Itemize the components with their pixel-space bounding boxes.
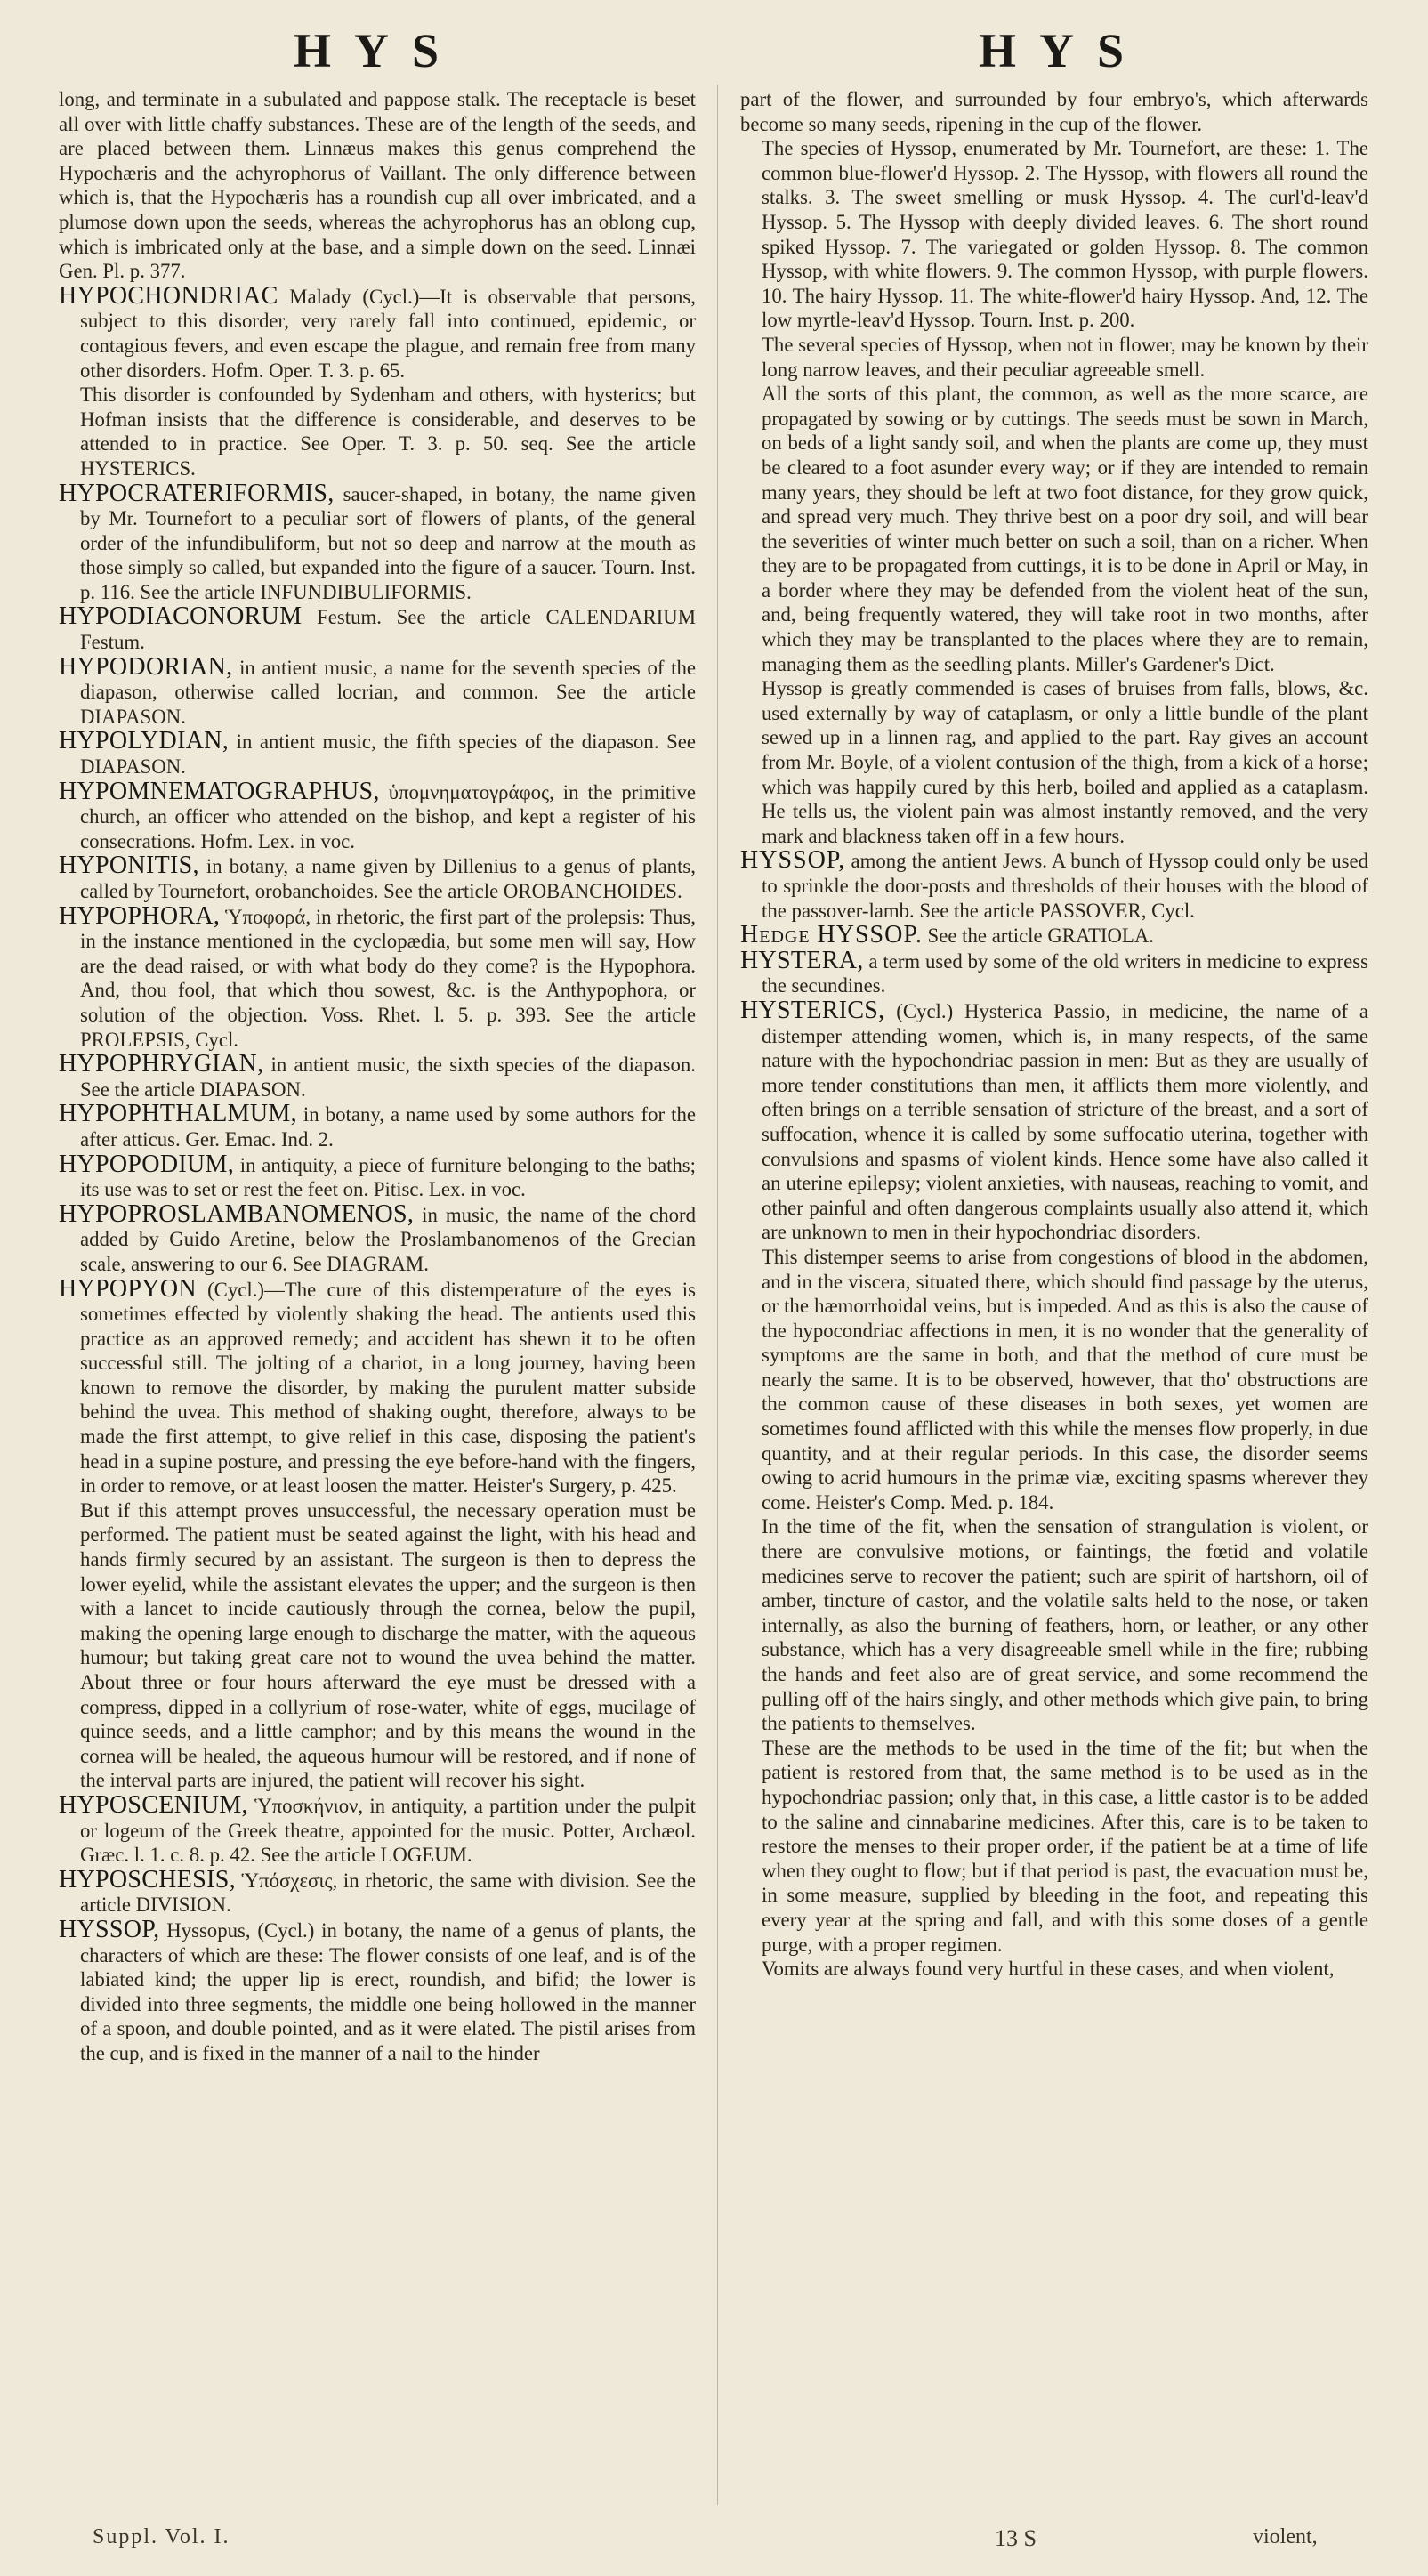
dictionary-entry — [740, 923, 1368, 949]
entry-headword: Hedge HYSSOP. — [740, 921, 923, 949]
left-column — [59, 87, 696, 2504]
dictionary-entry — [59, 729, 696, 779]
entry-text: This disorder is confounded by Sydenham and others, with hysterics; but Hofman insists that the difference is considerable, and deserves to be attended to in practice. See Oper. T. 3. p. 50. seq. See the article HYSTERICS. — [80, 384, 696, 480]
paragraph — [740, 382, 1368, 676]
entry-text: in antiquity, a piece of furniture belonging to the baths; its use was to set or rest the feet on. Pitisc. Lex. in voc. — [80, 1153, 696, 1201]
entry-text: in antient music, the sixth species of the diapason. See the article DIAPASON. — [80, 1054, 696, 1101]
entry-text: Ὑπόσχεσις, in rhetoric, the same with division. See the article DIVISION. — [80, 1869, 696, 1917]
footer-signature: 13 S — [995, 2525, 1037, 2551]
dictionary-entry — [740, 848, 1368, 923]
paragraph — [740, 1245, 1368, 1515]
dictionary-entry — [59, 604, 696, 654]
entry-headword: HYSTERICS, — [740, 996, 885, 1024]
entry-text: These are the methods to be used in the time of the fit; but when the patient is restored from that, the same method is to be used as in the hypochondriac passion; only that, in this case, a little castor is to be added to the saline and cinnabarine medicines. After this, care is to be taken to restore the menses to their proper order, if the patient be at a time of life when they ought to flow; but if that period is past, the evacuation must be, in some measure, supplied by bleeding in the foot, and repeating this every year at the spring and fall, and with this some doses of a gentle purge, with a proper regimen. — [762, 1736, 1368, 1956]
dictionary-entry — [59, 779, 696, 854]
footer-catchword: violent, — [1253, 2525, 1318, 2548]
paragraph — [59, 1498, 696, 1793]
dictionary-entry — [59, 281, 696, 383]
entry-text: But if this attempt proves unsuccessful, the necessary operation must be performed. The patient must be seated against the light, with his head and hands firmly secured by an assistant. The surgeon is then to depress the lower eyelid, while the assistant elevates the upper; and the surgeon is then with a lancet to incide cautiously through the cornea, below the pupil, making the opening large enough to discharge the matter, with the aqueous humour; but taking great care not to wound the uvea behind the matter. About three or four hours afterward the eye must be dressed with a compress, dipped in a collyrium of rose-water, white of eggs, mucilage of quince seeds, and a little camphor; and by this means the wound in the cornea will be healed, the aqueous humour will be restored, and if none of the interval parts are injured, the patient will recover his sight. — [80, 1498, 696, 1792]
dictionary-entry — [59, 1915, 696, 2066]
entry-headword: HYPOPROSLAMBANOMENOS, — [59, 1199, 415, 1228]
dictionary-entry — [59, 1152, 696, 1202]
paragraph — [740, 87, 1368, 136]
paragraph — [740, 1514, 1368, 1735]
entry-text: Ὑποφορά, in rhetoric, the first part of the prolepsis: Thus, in the instance mentioned in the cyclopædia, but some men will say, How are the dead raised, or with what body do they come? is the Hypophora. And, thou fool, that which thou sowest, &c. is the Anthypophora, or solution of the objection. Voss. Rhet. l. 5. p. 393. See the article PROLEPSIS, Cycl. — [80, 905, 696, 1051]
entry-text: The several species of Hyssop, when not in flower, may be known by their long narrow leaves, and their peculiar agreeable smell. — [762, 333, 1368, 381]
paragraph — [59, 87, 696, 284]
entry-headword: HYPOPODIUM, — [59, 1150, 234, 1178]
entry-headword: HYPOPHORA, — [59, 901, 221, 930]
paragraph — [740, 676, 1368, 848]
entry-text: in botany, a name used by some authors for the after atticus. Ger. Emac. Ind. 2. — [80, 1103, 696, 1151]
entry-text: All the sorts of this plant, the common, as well as the more scarce, are propagated by sowing or by cuttings. The seeds must be sown in March, on beds of a light sandy soil, and when the plants are come up, they must be cleared to a foot asunder every way; or if they are intended to remain many years, they should be left at two foot distance, for they grow quick, and spread very much. They thrive best on a poor dry soil, and will bear the severities of winter much better on such a soil, than on a richer. When they are to be propagated from cuttings, it is to be done in April or May, in a border where they may be defended from the violent heat of the sun, and, being frequently watered, they will take root in two months, after which they may be transplanted to the places where they are to remain, managing them as the seedling plants. Miller's Gardener's Dict. — [762, 383, 1368, 675]
entry-text: Hyssopus, (Cycl.) in botany, the name of a genus of plants, the characters of which are these: The flower consists of one leaf, and is of the labiated kind; the upper lip is erect, roundish, and bifid; the lower is divided into three segments, the middle one being hollowed in the manner of a spoon, and double pointed, and as it were elated. The pistil arises from the cup, and is fixed in the manner of a nail to the hinder — [80, 1918, 696, 2064]
entry-headword: HYPOPHTHALMUM, — [59, 1100, 297, 1128]
entry-text: (Cycl.)—The cure of this distemperature of the eyes is sometimes effected by violently shaking the head. The antients used this practice as an approved remedy; and accident has shewn it to be often successful still. The jolting of a chariot, in a long journey, having been known to remove the disorder, by making the purulent matter subside behind the uvea. This method of shaking ought, therefore, always to be made the first attempt, to give relief in this case, disposing the patient's head in a supine posture, and pressing the eye before-hand with the fingers, in order to remove, or at least loosen the matter. Heister's Surgery, p. 425. — [80, 1278, 696, 1498]
entry-headword: HYPOMNEMATOGRAPHUS, — [59, 777, 380, 805]
entry-text: Festum. See the article CALENDARIUM Festum. — [80, 606, 696, 654]
entry-text: Hyssop is greatly commended is cases of bruises from falls, blows, &c. used externally by way of cataplasm, or only a little bundle of the plant sewed up in a linnen rag, and applied to the part. Ray gives an account from Mr. Boyle, of a violent contusion of the thigh, from a kick of a horse; which was happily cured by this herb, boiled and applied as a cataplasm. He tells us, the violent pain was almost instantly removed, and the very mark and blackness taken off in a few hours. — [762, 677, 1368, 847]
entry-headword: HYPOSCHESIS, — [59, 1865, 236, 1894]
paragraph — [740, 136, 1368, 333]
entry-headword: HYPODIACONORUM — [59, 602, 303, 631]
entry-headword: HYPONITIS, — [59, 852, 199, 880]
entry-text: Ὑποσκήνιον, in antiquity, a partition under the pulpit or logeum of the Greek theatre, appointed for the music. Potter, Archæol. Græc. l. 1. c. 8. p. 42. See the article LOGEUM. — [80, 1794, 696, 1867]
entry-text: ὑπομνηματογράφος, in the primitive church, an officer who attended on the bishop, and kept a register of his consecrations. Hofm. Lex. in voc. — [80, 780, 696, 852]
entry-headword: HYSTERA, — [740, 946, 864, 974]
footer-volume: Suppl. Vol. I. — [93, 2525, 230, 2548]
entry-headword: HYPOCRATERIFORMIS, — [59, 479, 335, 507]
entry-headword: HYPOSCENIUM, — [59, 1790, 248, 1819]
dictionary-entry — [740, 998, 1368, 1245]
running-head-right: HYS — [979, 24, 1148, 77]
dictionary-entry — [59, 853, 696, 903]
dictionary-entry — [740, 946, 1368, 998]
entry-text: In the time of the fit, when the sensation of strangulation is violent, or there are convulsive motions, or faintings, the fœtid and volatile medicines serve to recover the patient; such are spirit of hartshorn, oil of amber, tincture of castor, and the volatile salts held to the nose, or taken internally, as also the burning of feathers, horn, or leather, or any other substance, which has a very disagreeable smell while in the fire; rubbing the hands and feet also are of great service, and some recommend the pulling off of the hairs singly, and other methods which give pain, to bring the patients to themselves. — [762, 1515, 1368, 1735]
dictionary-entry — [59, 1274, 696, 1498]
entry-text: among the antient Jews. A bunch of Hyssop could only be used to sprinkle the door-posts and thresholds of their houses with the blood of the passover-lamb. See the article PASSOVER, Cycl. — [762, 850, 1368, 922]
entry-headword: HYSSOP, — [59, 1915, 160, 1943]
entry-headword: HYSSOP, — [740, 846, 846, 875]
entry-text: a term used by some of the old writers in medicine to express the secundines. — [762, 949, 1368, 997]
column-divider — [717, 85, 718, 2505]
entry-text: in botany, a name given by Dillenius to a genus of plants, called by Tournefort, orobanchoides. See the article OROBANCHOIDES. — [80, 855, 696, 902]
entry-headword: HYPOPHRYGIAN, — [59, 1050, 264, 1078]
entry-text: long, and terminate in a subulated and pappose stalk. The receptacle is beset all over with little chaffy substances. These are of the length of the seeds, and are placed between them. Linnæus makes this genus comprehend the Hypochæris and the achyrophorus of Vaillant. The only difference between which is, that the Hypochæris has a roundish cup all over imbricated, and a plumose down upon the seeds, whereas the achyrophorus has an oblong cup, which is imbricated only at the base, and a simple down on the seed. Linnæi Gen. Pl. p. 377. — [59, 88, 696, 283]
entry-headword: HYPOLYDIAN, — [59, 727, 230, 755]
dictionary-entry — [59, 1790, 696, 1868]
entry-text: The species of Hyssop, enumerated by Mr. Tournefort, are these: 1. The common blue-flower'd Hyssop. 2. The Hyssop, with flowers all round the stalks. 3. The sweet smelling or musk Hyssop. 4. The curl'd-leav'd Hyssop. 5. The Hyssop with deeply divided leaves. 6. The short round spiked Hyssop. 7. The variegated or golden Hyssop. 8. The common Hyssop, with white flowers. 9. The common Hyssop, with purple flowers. 10. The hairy Hyssop. 11. The white-flower'd hairy Hyssop. And, 12. The low myrtle-leav'd Hyssop. Tourn. Inst. p. 200. — [762, 137, 1368, 332]
dictionary-entry — [59, 1102, 696, 1151]
entry-text: See the article GRATIOLA. — [922, 925, 1155, 948]
entry-text: This distemper seems to arise from congestions of blood in the abdomen, and in the viscera, situated there, which should find passage by the uterus, or the hæmorrhoidal veins, but is impeded. And as this is also the cause of the hypocondriac affections in men, it is no wonder that the generality of symptoms are the same in both, and that the method of cure must be nearly the same. It is to be observed, however, that tho' obstructions are the common cause of these diseases in both sexes, yet women are sometimes found afflicted with this while the menses flow properly, in due quantity, and at their regular periods. In this case, the disorder seems owing to acrid humours in the primæ viæ, exciting spasms wherever they come. Heister's Comp. Med. p. 184. — [762, 1245, 1368, 1514]
entry-headword: HYPOPYON — [59, 1274, 197, 1303]
entry-text: part of the flower, and surrounded by four embryo's, which afterwards become so many seeds, ripening in the cup of the flower. — [740, 88, 1368, 135]
entry-headword: HYPODORIAN, — [59, 652, 233, 681]
dictionary-entry — [59, 1199, 696, 1277]
dictionary-entry — [59, 901, 696, 1053]
dictionary-entry — [59, 1052, 696, 1102]
right-column — [740, 87, 1368, 2504]
running-head-left: HYS — [294, 24, 463, 77]
paragraph — [740, 1957, 1368, 1982]
entry-text: in music, the name of the chord added by Guido Aretine, below the Proslambanomenos of the Grecian scale, answering to our 6. See DIAGRAM. — [80, 1203, 696, 1275]
entry-text: saucer-shaped, in botany, the name given by Mr. Tournefort to a peculiar sort of flowers of plants, of the general order of the infundibuliform, but not so deep and narrow at the mouth as those simply so called, but expanded into the figure of a saucer. Tourn. Inst. p. 116. See the article INFUNDIBULIFORMIS. — [80, 482, 696, 603]
entry-text: in antient music, a name for the seventh species of the diapason, otherwise called locrian, and common. See the article DIAPASON. — [80, 656, 696, 728]
paragraph — [740, 333, 1368, 382]
paragraph — [59, 383, 696, 480]
entry-text: Malady (Cycl.)—It is observable that persons, subject to this disorder, very rarely fall into continued, epidemic, or contagious fevers, and even escape the plague, and remain free from many other disorders. Hofm. Oper. T. 3. p. 65. — [80, 285, 696, 382]
dictionary-entry — [59, 481, 696, 605]
entry-text: Vomits are always found very hurtful in these cases, and when violent, — [762, 1958, 1335, 1981]
entry-headword: HYPOCHONDRIAC — [59, 281, 278, 310]
entry-text: in antient music, the fifth species of the diapason. See DIAPASON. — [80, 731, 696, 779]
entry-text: (Cycl.) Hysterica Passio, in medicine, the name of a distemper attending women, which is, in many respects, of the same nature with the hypochondriac passion in men: But as they are usually of more tender constitutions than men, it afflicts them more violently, and often brings on a terrible sensation of stricture of the breast, and a sort of suffocation, whence it is called by some suffocatio uterina, together with convulsions and spasms of violent kinds. Hence some have also called it an uterine epilepsy; violent anxieties, with nauseas, reaching to vomit, and other painful and often dangerous complaints usually also attend it, which are unknown to men in their hypochondriac disorders. — [762, 999, 1368, 1244]
dictionary-entry — [59, 1865, 696, 1918]
paragraph — [740, 1736, 1368, 1957]
dictionary-entry — [59, 652, 696, 730]
